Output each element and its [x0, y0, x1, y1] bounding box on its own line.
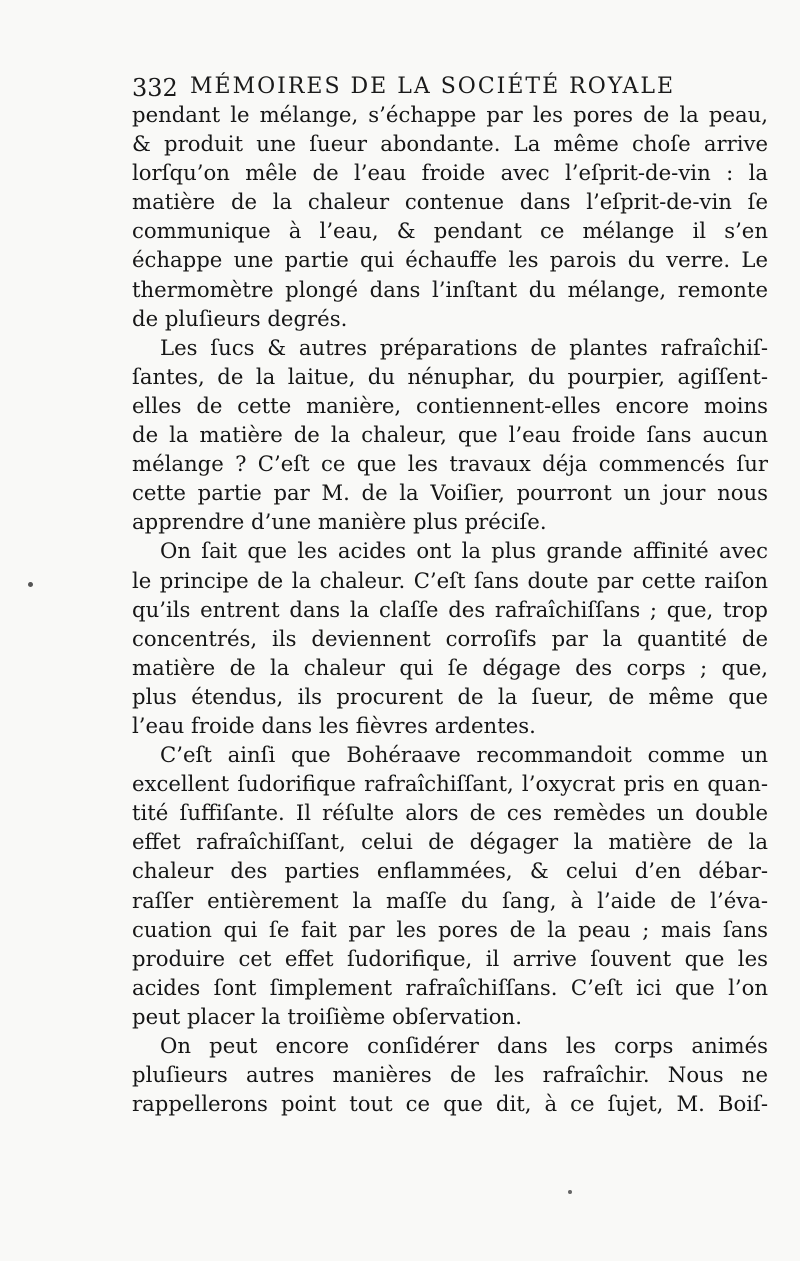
text-line: effet rafraîchiſſant, celui de dégager la matière de la: [132, 829, 768, 855]
text-line: mélange ? C’eſt ce que les travaux déja commencés ſur: [132, 451, 768, 477]
text-line: pluſieurs autres manières de les rafraîchir. Nous ne: [132, 1062, 768, 1088]
page-number: 332: [132, 74, 178, 102]
text-line: peut placer la troiſième obſervation.: [132, 1003, 522, 1029]
text-line: ſantes, de la laitue, du nénuphar, du pourpier, agiſſent-: [132, 363, 768, 389]
text-line: excellent ſudorifique rafraîchiſſant, l’oxycrat pris en quan-: [132, 771, 768, 797]
text-line: échappe une partie qui échauffe les parois du verre. Le: [132, 247, 768, 273]
text-line: rappellerons point tout ce que dit, à ce ſujet, M. Boiſ-: [132, 1091, 768, 1117]
text-line: matière de la chaleur contenue dans l’eſprit-de-vin ſe: [132, 189, 768, 215]
text-line: cuation qui ſe fait par les pores de la peau ; mais ſans: [132, 916, 768, 942]
text-line: lorſqu’on mêle de l’eau froide avec l’eſprit-de-vin : la: [132, 160, 768, 186]
text-line: tité ſuffiſante. Il réſulte alors de ces remèdes un double: [132, 800, 768, 826]
text-line: matière de la chaleur qui ſe dégage des corps ; que,: [132, 654, 768, 680]
paragraph-first-line: On peut encore conſidérer dans les corps animés: [160, 1033, 768, 1058]
paper-speck: [568, 1190, 572, 1194]
text-line: communique à l’eau, & pendant ce mélange il s’en: [132, 218, 768, 244]
running-head: MÉMOIRES DE LA SOCIÉTÉ ROYALE: [190, 74, 676, 99]
paragraph-first-line: On ſait que les acides ont la plus grande affinité avec: [160, 538, 768, 564]
text-line: qu’ils entrent dans la claſſe des rafraîchiſſans ; que, trop: [132, 596, 768, 622]
text-line: le principe de la chaleur. C’eſt ſans doute par cette raiſon: [132, 567, 768, 593]
text-line: concentrés, ils deviennent corroſifs par la quantité de: [132, 625, 768, 651]
text-line: acides ſont ſimplement rafraîchiſſans. C’eſt ici que l’on: [132, 974, 768, 1000]
text-line: raſſer entièrement la maſſe du ſang, à l’aide de l’éva-: [132, 887, 768, 913]
paragraph-first-line: Les ſucs & autres préparations de plantes rafraîchiſ-: [160, 334, 768, 360]
text-line: de pluſieurs degrés.: [132, 305, 348, 331]
text-line: de la matière de la chaleur, que l’eau froide ſans aucun: [132, 422, 768, 448]
paragraph-first-line: C’eſt ainſi que Bohéraave recommandoit comme un: [160, 742, 768, 768]
body-text: [132, 100, 768, 1118]
text-line: l’eau froide dans les fièvres ardentes.: [132, 712, 536, 738]
text-line: elles de cette manière, contiennent-elles encore moins: [132, 392, 768, 418]
text-line: produire cet effet ſudorifique, il arrive ſouvent que les: [132, 945, 768, 971]
text-line: chaleur des parties enflammées, & celui d’en débar-: [132, 858, 768, 884]
text-line: cette partie par M. de la Voiſier, pourront un jour nous: [132, 480, 768, 506]
text-line: thermomètre plongé dans l’inſtant du mélange, remonte: [132, 276, 768, 302]
text-line: pendant le mélange, s’échappe par les pores de la peau,: [132, 102, 768, 127]
margin-dot: [28, 582, 33, 587]
text-line: & produit une ſueur abondante. La même choſe arrive: [132, 131, 768, 157]
text-line: apprendre d’une manière plus préciſe.: [132, 509, 547, 535]
text-line: plus étendus, ils procurent de la ſueur, de même que: [132, 683, 768, 709]
